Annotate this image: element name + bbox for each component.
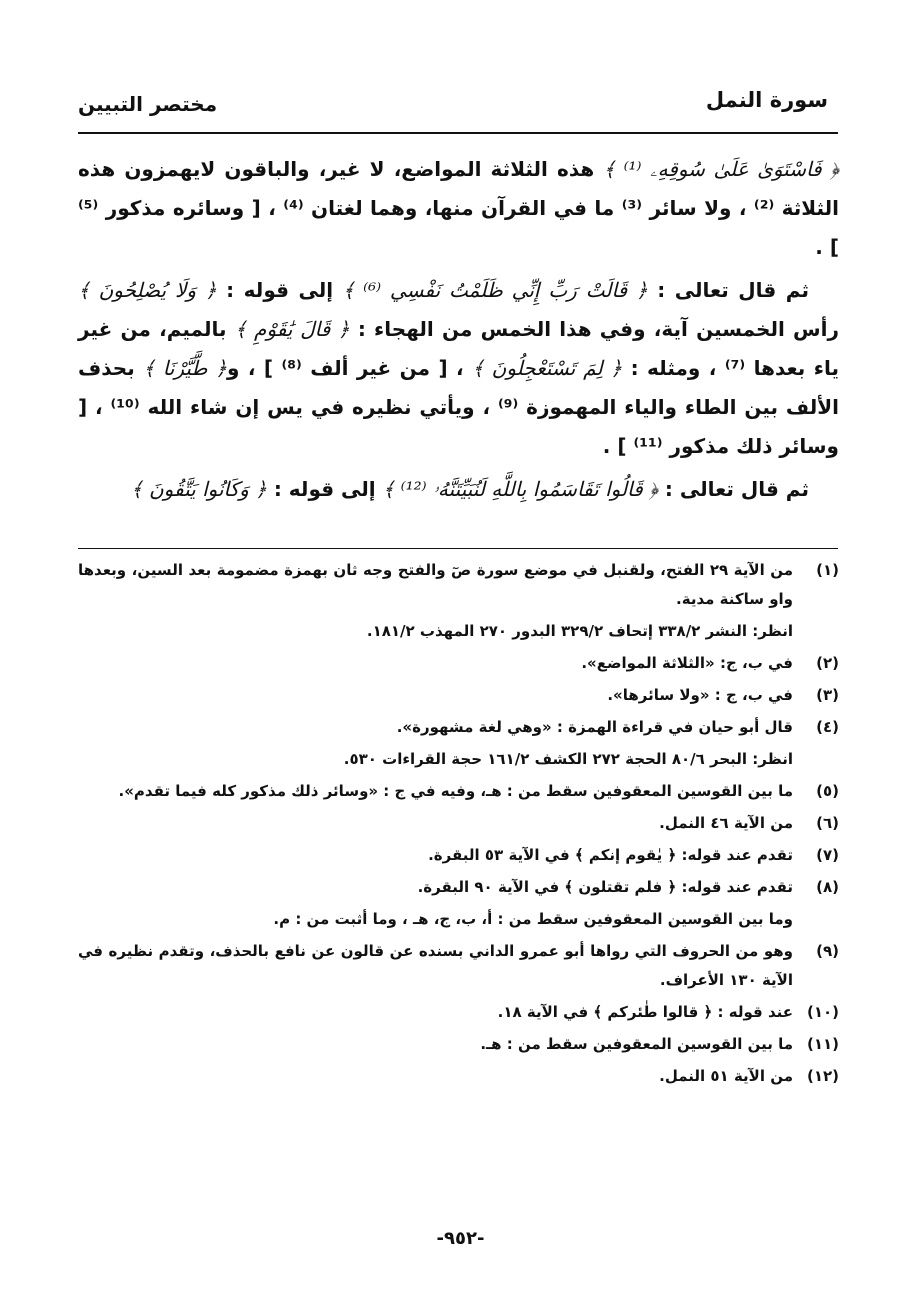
- main-text: [78, 150, 839, 509]
- footnote-number: (٦): [816, 814, 839, 832]
- footnotes: [78, 556, 839, 1094]
- footnote: [78, 809, 839, 838]
- header-divider: [78, 132, 838, 134]
- footnote: [78, 713, 839, 742]
- footnote-number: (٩): [816, 942, 839, 960]
- footnote: [78, 777, 839, 806]
- footnote-text: في ب، ج: «الثلاثة المواضع».: [581, 654, 793, 672]
- footnote-number: (٥): [816, 782, 839, 800]
- footnote-number: (٤): [816, 718, 839, 736]
- footnote-number: (٨): [816, 878, 839, 896]
- footnote-reference: انظر: البحر ٨٠/٦ الحجة ٢٧٢ الكشف ١٦١/٢ حجة القراءات ٥٣٠.: [343, 750, 793, 768]
- footnote-number: (٣): [816, 686, 839, 704]
- footnote: [78, 1062, 839, 1091]
- quran-quote: ﴿ فَاسْتَوَىٰ عَلَىٰ سُوقِهِۦ ⁽¹⁾ ﴾: [603, 157, 839, 181]
- footnote-number: (١٠): [806, 1003, 839, 1021]
- paragraph-text: رأس الخمسين آية، وفي هذا الخمس من الهجاء :: [349, 317, 839, 341]
- quran-quote: ﴿ وَلَا يُصْلِحُونَ ﴾: [78, 278, 217, 302]
- surah-title: سورة النمل: [705, 88, 828, 112]
- footnote: [78, 1030, 839, 1059]
- paragraph-text: بالميم، من غير ياء بعدها ⁽⁷⁾ ، ومثله :: [78, 317, 840, 380]
- footnote: [78, 873, 839, 902]
- paragraph-2: [78, 271, 839, 466]
- footnote: [78, 998, 839, 1027]
- footnote-text: ما بين القوسين المعقوفين سقط من : هـ، وفيه في ج : «وسائر ذلك مذكور كله فيما تقدم».: [118, 782, 793, 800]
- footnote-text: عند قوله : ﴿ قالوا طٰئركم ﴾ في الآية ١٨.: [497, 1003, 793, 1021]
- footnote: [78, 681, 839, 710]
- quran-quote: ﴿ قَالُوا تَقَاسَمُوا بِاللَّهِ لَنُبَيِّتَنَّهُۥ ⁽¹²⁾ ﴾: [382, 477, 658, 501]
- book-title: مختصر التبيين: [78, 92, 218, 116]
- paragraph-text: إلى قوله :: [216, 278, 343, 302]
- footnote-number: (١٢): [806, 1067, 839, 1085]
- paragraph-text: إلى قوله :: [266, 477, 383, 501]
- footnote-text: من الآية ٢٩ الفتح، ولقنبل في موضع سورة صٓ والفتح وجه ثان بهمزة مضمومة بعد السين، وبعدها واو ساكنة مدية.: [78, 561, 793, 608]
- footnote-text: وهو من الحروف التي رواها أبو عمرو الداني بسنده عن قالون عن نافع بالحذف، وتقدم نظيره في الآية ١٣٠ الأعراف.: [78, 942, 793, 989]
- paragraph-text: هذه الثلاثة المواضع، لا غير، والباقون لايهمزون هذه الثلاثة ⁽²⁾ ، ولا سائر ⁽³⁾ ما في القرآن منها، وهما لغتان ⁽⁴⁾ ، [ وسائره مذكور ⁽⁵⁾ ] .: [78, 157, 840, 259]
- footnote-text: تقدم عند قوله: ﴿ فلم تقتلون ﴾ في الآية ٩٠ البقرة.: [417, 878, 793, 896]
- footnote-text: في ب، ج : «ولا سائرها».: [607, 686, 793, 704]
- footnote-text: قال أبو حيان في قراءة الهمزة : «وهي لغة مشهورة».: [396, 718, 793, 736]
- quran-quote: ﴿ لِمَ تَسْتَعْجِلُونَ ﴾: [472, 356, 623, 380]
- footnotes-divider: [78, 548, 838, 549]
- footnote-number: (٧): [816, 846, 839, 864]
- footnote: [78, 556, 839, 614]
- quran-quote: ﴿ طَّيَّرْنَا ﴾: [143, 356, 227, 380]
- footnote: [78, 649, 839, 678]
- paragraph-text: ثم قال تعالى :: [657, 477, 809, 501]
- paragraph-text: ثم قال تعالى :: [647, 278, 809, 302]
- paragraph-text: بحذف الألف بين الطاء والياء المهموزة ⁽⁹⁾ ، ويأتي نظيره في يس إن شاء الله ⁽¹⁰⁾ ، [ وسائر ذلك مذكور ⁽¹¹⁾ ] .: [78, 356, 839, 458]
- paragraph-3: [78, 470, 839, 509]
- footnote-reference: وما بين القوسين المعقوفين سقط من : أ، ب، ج، هـ ، وما أثبت من : م.: [273, 910, 793, 928]
- footnote: [78, 937, 839, 995]
- page-number: -٩٥٢-: [436, 1228, 485, 1249]
- quran-quote: ﴿ قَالَتْ رَبِّ إِنِّي ظَلَمْتُ نَفْسِي ⁽⁶⁾ ﴾: [342, 278, 648, 302]
- footnote-text: ما بين القوسين المعقوفين سقط من : هـ.: [480, 1035, 793, 1053]
- footnote-number: (٢): [816, 654, 839, 672]
- paragraph-1: [78, 150, 839, 267]
- footnote-reference: انظر: النشر ٣٣٨/٢ إتحاف ٣٢٩/٢ البدور ٢٧٠ المهذب ١٨١/٢.: [366, 622, 793, 640]
- footnote-number: (١١): [806, 1035, 839, 1053]
- footnote-text: من الآية ٥١ النمل.: [659, 1067, 793, 1085]
- paragraph-text: ، [ من غير ألف ⁽⁸⁾ ] ، و: [226, 356, 473, 380]
- footnote: [78, 841, 839, 870]
- footnote-text: من الآية ٤٦ النمل.: [659, 814, 793, 832]
- footnote-number: (١): [816, 561, 839, 579]
- footnote-text: تقدم عند قوله: ﴿ يٰقوم إنكم ﴾ في الآية ٥٣ البقرة.: [428, 846, 793, 864]
- quran-quote: ﴿ قَالَ يَٰقَوْمِ ﴾: [234, 317, 350, 341]
- quran-quote: ﴿ وَكَانُوا يَتَّقُونَ ﴾: [130, 477, 267, 501]
